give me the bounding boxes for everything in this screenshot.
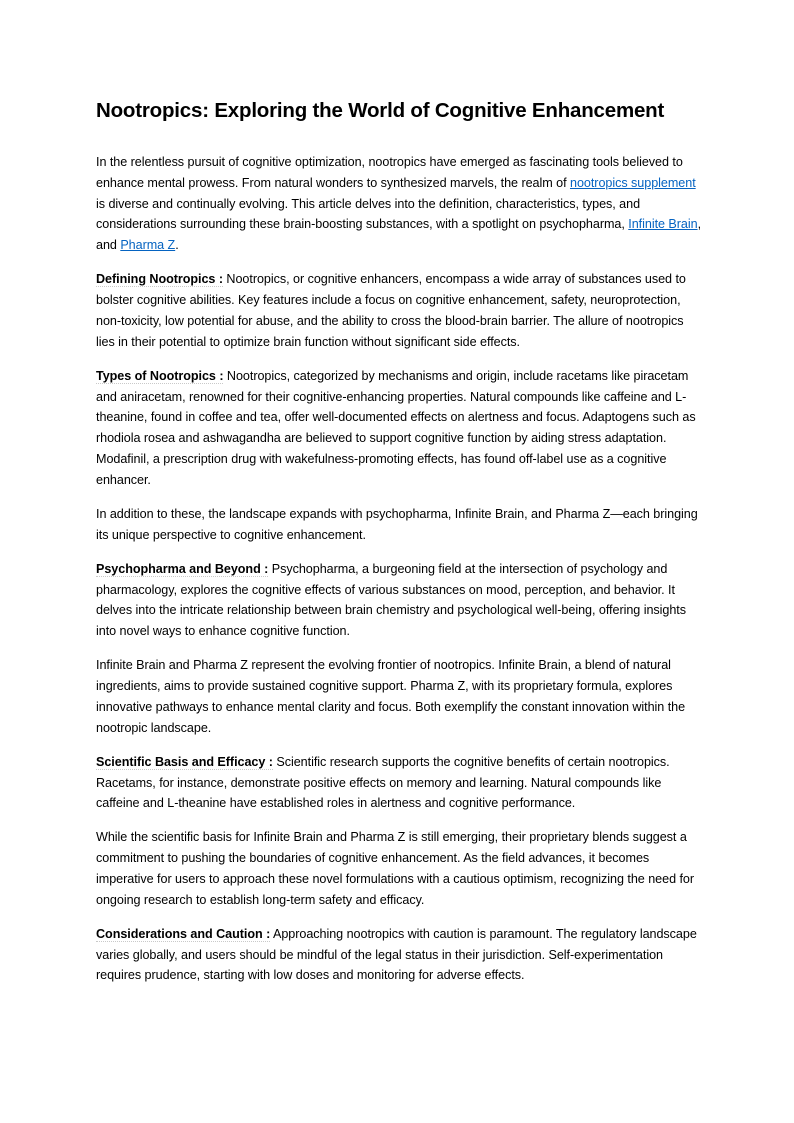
- pharma-z-link[interactable]: Pharma Z: [120, 238, 176, 253]
- considerations-body: Approaching nootropics with caution is paramount. The regulatory landscape varies globally, and users should be mindful of the legal status in their jurisdiction. Self-experimentation requires prudence, starting with low doses and monitoring for adverse effects.: [96, 926, 697, 983]
- defining-body: Nootropics, or cognitive enhancers, encompass a wide array of substances used to bolster cognitive abilities. Key features include a focus on cognitive enhancement, safety, neuroprotection, non-toxicity, low potential for abuse, and the ability to cross the blood-brain barrier. The allure of nootropics lies in their potential to optimize brain function without significant side effects.: [96, 272, 686, 349]
- psychopharma-body: Psychopharma, a burgeoning field at the intersection of psychology and pharmacology, explores the cognitive effects of various substances on mood, perception, and behavior. It delves into the intricate relationship between brain chemistry and psychological well-being, offering insights into novel ways to enhance cognitive function.: [96, 561, 687, 639]
- intro-paragraph: [96, 152, 702, 256]
- scientific-heading: Scientific Basis and Efficacy :: [96, 754, 273, 769]
- types-paragraph: [96, 366, 702, 491]
- scientific-body: Scientific research supports the cognitive benefits of certain nootropics. Racetams, for instance, demonstrate positive effects on memory and learning. Natural compounds like caffeine and L-theanine have established roles in alertness and cognitive performance.: [96, 754, 670, 811]
- psychopharma-paragraph: [96, 559, 702, 642]
- defining-paragraph: [96, 269, 702, 352]
- emerging-paragraph: While the scientific basis for Infinite Brain and Pharma Z is still emerging, their proprietary blends suggest a commitment to pushing the boundaries of cognitive enhancement. As the field advances, it becomes imperative for users to approach these novel formulations with a cautious optimism, recognizing the need for ongoing research to establish long-term safety and efficacy.: [96, 830, 695, 907]
- considerations-paragraph: [96, 924, 702, 986]
- intro-text-3: , and: [96, 217, 702, 253]
- types-body: Nootropics, categorized by mechanisms and origin, include racetams like piracetam and aniracetam, renowned for their cognitive-enhancing properties. Natural compounds like caffeine and L-theanine, found in coffee and tea, offer well-documented effects on alertness and focus. Adaptogens such as rhodiola rosea and ashwagandha are believed to support cognitive function by aiding stress adaptation. Modafinil, a prescription drug with wakefulness-promoting effects, has found off-label use as a cognitive enhancer.: [96, 368, 696, 487]
- intro-text-4: .: [175, 238, 179, 253]
- infinite-brain-link[interactable]: Infinite Brain: [628, 217, 698, 232]
- frontier-paragraph: Infinite Brain and Pharma Z represent the evolving frontier of nootropics. Infinite Brain, a blend of natural ingredients, aims to provide sustained cognitive support. Pharma Z, with its proprietary formula, explores innovative pathways to enhance mental clarity and focus. Both exemplify the constant innovation within the nootropic landscape.: [96, 658, 686, 735]
- intro-text-2: is diverse and continually evolving. This article delves into the definition, characteristics, types, and considerations surrounding these brain-boosting substances, with a spotlight on psychopharma,: [96, 196, 641, 232]
- types-heading: Types of Nootropics :: [96, 368, 224, 383]
- considerations-heading: Considerations and Caution :: [96, 926, 271, 941]
- psychopharma-heading: Psychopharma and Beyond :: [96, 561, 269, 576]
- intro-text-1: In the relentless pursuit of cognitive optimization, nootropics have emerged as fascinating tools believed to enhance mental prowess. From natural wonders to synthesized marvels, the realm of: [96, 155, 683, 190]
- document-page: [96, 96, 702, 1000]
- landscape-paragraph: In addition to these, the landscape expands with psychopharma, Infinite Brain, and Pharma Z—each bringing its unique perspective to cognitive enhancement.: [96, 506, 698, 542]
- scientific-paragraph: [96, 752, 702, 814]
- defining-heading: Defining Nootropics :: [96, 272, 223, 287]
- article-title: Nootropics: Exploring the World of Cognitive Enhancement: [96, 99, 665, 122]
- nootropics-supplement-link[interactable]: nootropics supplement: [569, 175, 696, 190]
